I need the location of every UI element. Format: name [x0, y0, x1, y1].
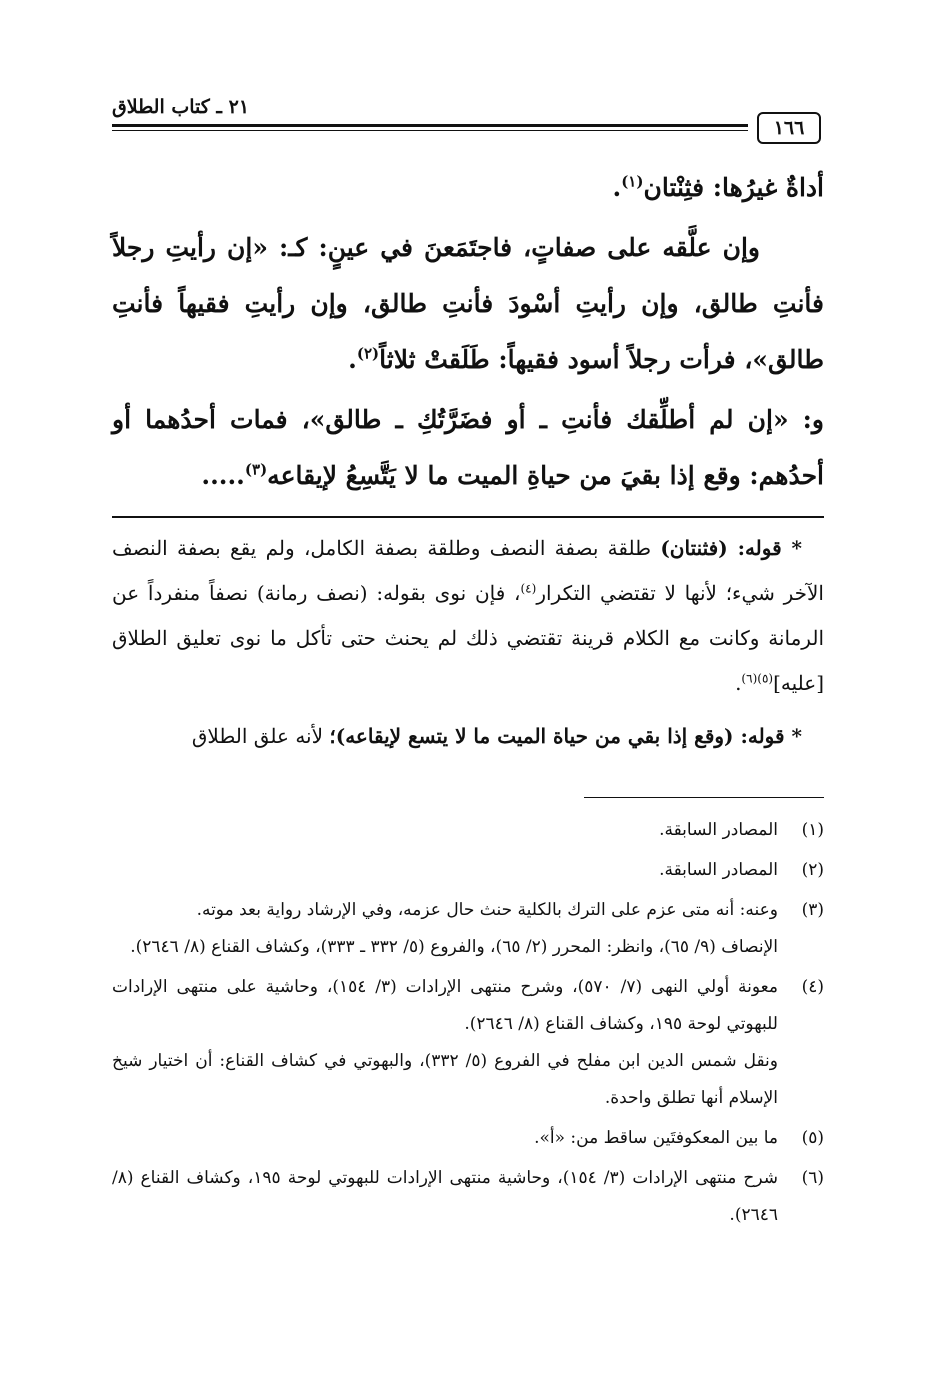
- page-number: ١٦٦: [757, 112, 821, 144]
- main-paragraph-1: أداةٌ غيرُها: فثِنْتان$^{(١)}$.: [612, 172, 824, 202]
- commentary-paragraph-2: * قوله: (وقع إذا بقي من حياة الميت ما لا يتسع لإيقاعه)؛ لأنه علق الطلاق: [191, 724, 802, 748]
- chapter-title: ٢١ ـ كتاب الطلاق: [112, 96, 250, 118]
- footnote: (٣) وعنه: أنه متى عزم على الترك بالكلية حنث حال عزمه، وفي الإرشاد رواية بعد موته. الإنصاف (٩/ ٦٥)، وانظر: المحرر (٢/ ٦٥)، والفروع (٥/ ٣٣٢ ـ ٣٣٣)، وكشاف القناع (٨/ ٢٦٤٦).: [112, 892, 824, 966]
- footnotes-divider: [584, 797, 824, 798]
- main-paragraph-2: وإن علَّقه على صفاتٍ، فاجتَمَعنَ في عينٍ: كـ: «إن رأيتِ رجلاً فأنتِ طالق، وإن رأيتِ أسْودَ فأنتِ طالق، وإن رأيتِ فقيهاً فأنتِ طالق»، فرأت رجلاً أسود فقيهاً: طَلَقتْ ثلاثاً$^{(٢)}$.: [112, 233, 824, 374]
- footnote-number: (٣): [801, 900, 824, 920]
- footnote-ref: (٢): [356, 344, 380, 363]
- footnote-number: (١): [801, 820, 824, 840]
- main-paragraph-3: و: «إن لم أطلِّقك فأنتِ ـ أو فضَرَّتُكِ ـ طالق»، فمات أحدُهما أو أحدُهم: وقع إذا بقيَ من حياةِ الميت ما لا يَتَّسِعُ لإيقاعه$^{(٣)}$.....: [112, 405, 824, 490]
- main-text: [112, 160, 824, 504]
- header-rule-thick: [112, 124, 748, 127]
- footnote: (٦) شرح منتهى الإرادات (٣/ ١٥٤)، وحاشية منتهى الإرادات للبهوتي لوحة ١٩٥، وكشاف القناع (٨/ ٢٦٤٦).: [112, 1160, 824, 1234]
- footnote: (٢) المصادر السابقة.: [112, 852, 824, 889]
- footnote: (٥) ما بين المعكوفتَين ساقط من: «أ».: [112, 1120, 824, 1157]
- footnote-ref: (٥)(٦): [741, 671, 774, 686]
- footnote-number: (٦): [801, 1168, 824, 1188]
- footnote-number: (٥): [801, 1128, 824, 1148]
- footnote: (١) المصادر السابقة.: [112, 812, 824, 849]
- footnote-number: (٤): [801, 977, 824, 997]
- main-divider: [112, 516, 824, 518]
- footnote-ref: (٤): [520, 581, 537, 596]
- footnotes: [112, 812, 824, 1234]
- commentary-paragraph-1: * قوله: (فثنتان) طلقة بصفة النصف وطلقة بصفة الكامل، ولم يقع بصفة النصف الآخر شيء؛ لأنها لا تقتضي التكرار$^{(٤)}$، فإن نوى بقوله: (نصف رمانة) نصفاً منفرداً عن الرمانة وكانت مع الكلام قرينة تقتضي ذلك لم يحنث حتى تأكل ما نوى تعليق الطلاق [عليه]$^{(٥)(٦)}$.: [112, 536, 824, 695]
- footnote: (٤) معونة أولي النهى (٧/ ٥٧٠)، وشرح منتهى الإرادات (٣/ ١٥٤)، وحاشية على منتهى الإرادات للبهوتي لوحة ١٩٥، وكشاف القناع (٨/ ٢٦٤٦). ونقل شمس الدين ابن مفلح في الفروع (٥/ ٣٣٢)، والبهوتي في كشاف القناع: أن اختيار شيخ الإسلام أنها تطلق واحدة.: [112, 969, 824, 1117]
- footnote-ref: (١): [621, 172, 644, 191]
- header-rule-thin: [112, 130, 748, 131]
- commentary: [112, 526, 824, 759]
- footnote-ref: (٣): [244, 460, 268, 479]
- footnote-number: (٢): [801, 860, 824, 880]
